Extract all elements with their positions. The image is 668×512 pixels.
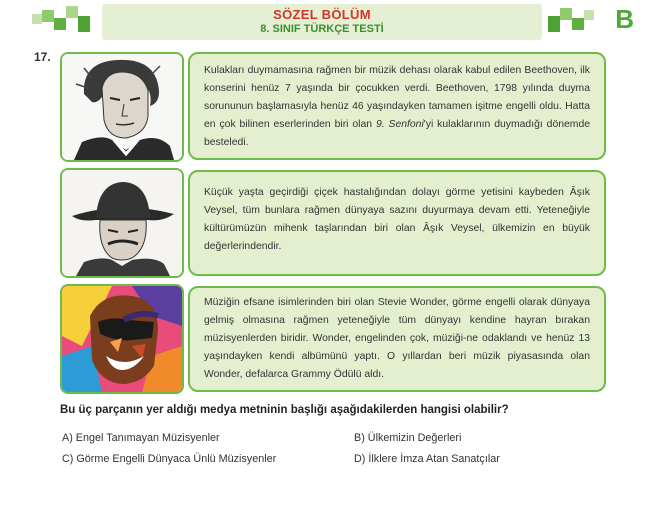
option-d[interactable]: D) İlklere İmza Atan Sanatçılar [354, 453, 500, 465]
header-banner [102, 4, 542, 40]
beethoven-text-card [188, 52, 606, 160]
question-stem: Bu üç parçanın yer aldığı medya metninin başlığı aşağıdakilerden hangisi olabilir? [60, 404, 509, 416]
beethoven-illustration [62, 54, 182, 160]
stevie-wonder-portrait [60, 284, 184, 394]
beethoven-text-end: 'yi kulaklarının duymadığı dönemde besteledi. [204, 119, 590, 148]
option-c[interactable]: C) Görme Engelli Dünyaca Ünlü Müzisyenler [62, 453, 277, 465]
section-title: SÖZEL BÖLÜM [273, 7, 371, 22]
stevie-wonder-text: Müziğin efsane isimlerinden biri olan Stevie Wonder, görme engelli olarak dünyaya gelmiş olmasına rağmen yeteneğiyle tüm dünyayı kendine hayran bırakan müzisyenlerden biridir. Wonder, engelinden çok, müziği-ne odaklandı ve henüz 13 yaşındayken kendi albümünü yaptı. O yıllardan beri müzik piyasasında olan Wonder, defalarca Grammy Ödülü aldı. [204, 297, 590, 380]
stevie-wonder-text-card [188, 286, 606, 392]
option-b[interactable]: B) Ülkemizin Değerleri [354, 432, 462, 444]
booklet-letter: B [615, 4, 634, 34]
asik-veysel-text: Küçük yaşta geçirdiği çiçek hastalığından dolayı görme yetisini kaybeden Âşık Veysel, tüm bunlara rağmen dünyaya sazını duyurmaya devam etti. Yeteneğiyle kültürümüzün mihenk taşlarından biri olan Âşık Veysel, ülkemizin en büyük değerlerindendir. [204, 187, 590, 252]
asik-veysel-text-card [188, 170, 606, 276]
beethoven-portrait [60, 52, 184, 162]
stevie-wonder-illustration [62, 286, 182, 392]
beethoven-text: Kulakları duymamasına rağmen bir müzik dehası olarak kabul edilen Beethoven, ilk konserini henüz 7 yaşında bir çocukken verdi. Beethoven, 1798 yılında duyma sorununun başlamasıyla henüz 46 yaşındayken tamamen işitme engelli oldu. Hatta en çok bilinen eserlerinden biri olan [204, 65, 590, 130]
ninth-symphony-title: 9. Senfoni [375, 119, 424, 130]
option-a[interactable]: A) Engel Tanımayan Müzisyenler [62, 432, 220, 444]
asik-veysel-illustration [62, 170, 182, 276]
asik-veysel-portrait [60, 168, 184, 278]
question-number: 17. [34, 50, 51, 64]
test-subtitle: 8. SINIF TÜRKÇE TESTİ [260, 23, 384, 35]
